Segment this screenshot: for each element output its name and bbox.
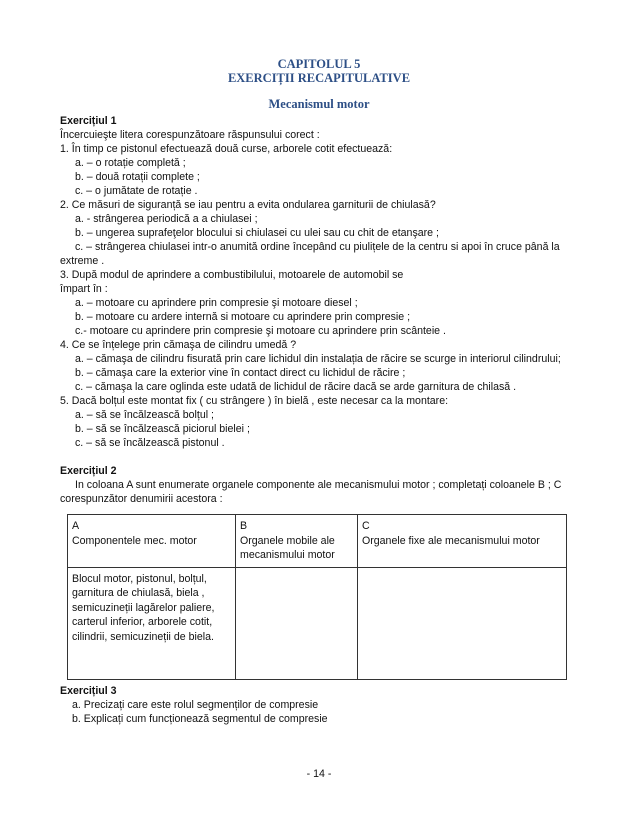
- ex1-option: c. – o jumătate de rotație .: [75, 185, 198, 197]
- ex1-option: b. – ungerea suprafeţelor blocului si chiulasei cu ulei sau cu chit de etanşare ;: [75, 227, 439, 239]
- exercise-2-title: Exercițiul 2: [60, 465, 117, 477]
- column-a-letter: A: [72, 520, 80, 532]
- exercise-1-title: Exercițiul 1: [60, 115, 117, 127]
- ex1-option: b. – cămaşa care la exterior vine în contact direct cu lichidul de răcire ;: [75, 367, 406, 379]
- column-b-title: Organele mobile ale mecanismului motor: [240, 534, 335, 561]
- column-c-cell: [358, 567, 567, 679]
- column-a-header: [68, 515, 236, 568]
- column-c-header: [358, 515, 567, 568]
- ex1-question-5: 5. Dacă bolțul este montat fix ( cu strângere ) în bielă , este necesar ca la montare:: [60, 395, 449, 407]
- ex1-question-3: 3. După modul de aprindere a combustibilului, motoarele de automobil se: [60, 269, 404, 281]
- ex1-option: a. – să se încălzească bolțul ;: [75, 409, 214, 421]
- ex1-option: c. – strângerea chiulasei intr-o anumită ordine începând cu piulițele de la centru si apoi în cruce până la: [75, 241, 560, 253]
- ex1-option: b. – două rotații complete ;: [75, 171, 200, 183]
- ex1-option: a. – o rotație completă ;: [75, 157, 186, 169]
- ex1-question-1: 1. În timp ce pistonul efectuează două curse, arborele cotit efectuează:: [60, 143, 393, 155]
- table-header-row: [68, 515, 567, 568]
- ex1-option: c. – cămaşa la care oglinda este udată de lichidul de răcire dacă se arde garnitura de chilasă .: [75, 381, 517, 393]
- ex1-question-4: 4. Ce se înțelege prin cămaşa de cilindru umedă ?: [60, 339, 297, 351]
- exercise-3-title: Exercițiul 3: [60, 685, 117, 697]
- ex1-question-3-continuation: împart în :: [60, 283, 108, 295]
- column-c-letter: C: [362, 520, 370, 532]
- column-c-title: Organele fixe ale mecanismului motor: [362, 534, 540, 547]
- ex3-item: a. Precizați care este rolul segmenților de compresie: [72, 699, 319, 711]
- ex1-option-continuation: extreme .: [60, 255, 105, 267]
- page-number: - 14 -: [306, 768, 332, 780]
- ex1-option: c. – să se încălzească pistonul .: [75, 437, 225, 449]
- column-b-letter: B: [240, 520, 248, 532]
- column-a-title: Componentele mec. motor: [72, 534, 197, 547]
- ex1-option: a. - strângerea periodică a a chiulasei ;: [75, 213, 258, 225]
- ex2-intro-line-2: corespunzător denumirii acestora :: [60, 493, 223, 505]
- ex1-instruction: Încercuieşte litera corespunzătoare răspunsului corect :: [60, 129, 320, 141]
- column-a-cell: Blocul motor, pistonul, bolțul, garnitura de chiulasă, biela , semicuzineții lagărelor paliere, carterul inferior, arborele cotit, cilindrii, semicuzineții de biela.: [68, 567, 236, 679]
- column-b-header: [236, 515, 358, 568]
- ex3-item: b. Explicați cum funcționează segmentul de compresie: [72, 713, 328, 725]
- ex2-intro-line-1: In coloana A sunt enumerate organele componente ale mecanismului motor ; completați coloanele B ; C: [75, 479, 562, 491]
- column-b-cell: [236, 567, 358, 679]
- ex1-option: c.- motoare cu aprindere prin compresie şi motoare cu aprindere prin scânteie .: [75, 325, 446, 337]
- ex1-question-2: 2. Ce măsuri de siguranță se iau pentru a evita ondularea garniturii de chiulasă?: [60, 199, 436, 211]
- ex1-option: a. – cămaşa de cilindru fisurată prin care lichidul din instalația de răcire se scurge in interiorul cilindrului;: [75, 353, 561, 365]
- ex1-option: b. – motoare cu ardere internă si motoare cu aprindere prin compresie ;: [75, 311, 411, 323]
- table-row: [68, 567, 567, 679]
- ex1-option: b. – să se încălzească piciorul bielei ;: [75, 423, 250, 435]
- chapter-title: CAPITOLUL 5: [277, 57, 361, 71]
- components-table: [67, 514, 567, 680]
- ex1-option: a. – motoare cu aprindere prin compresie şi motoare diesel ;: [75, 297, 358, 309]
- chapter-subtitle: EXERCIȚII RECAPITULATIVE: [227, 71, 411, 85]
- section-title: Mecanismul motor: [268, 97, 370, 111]
